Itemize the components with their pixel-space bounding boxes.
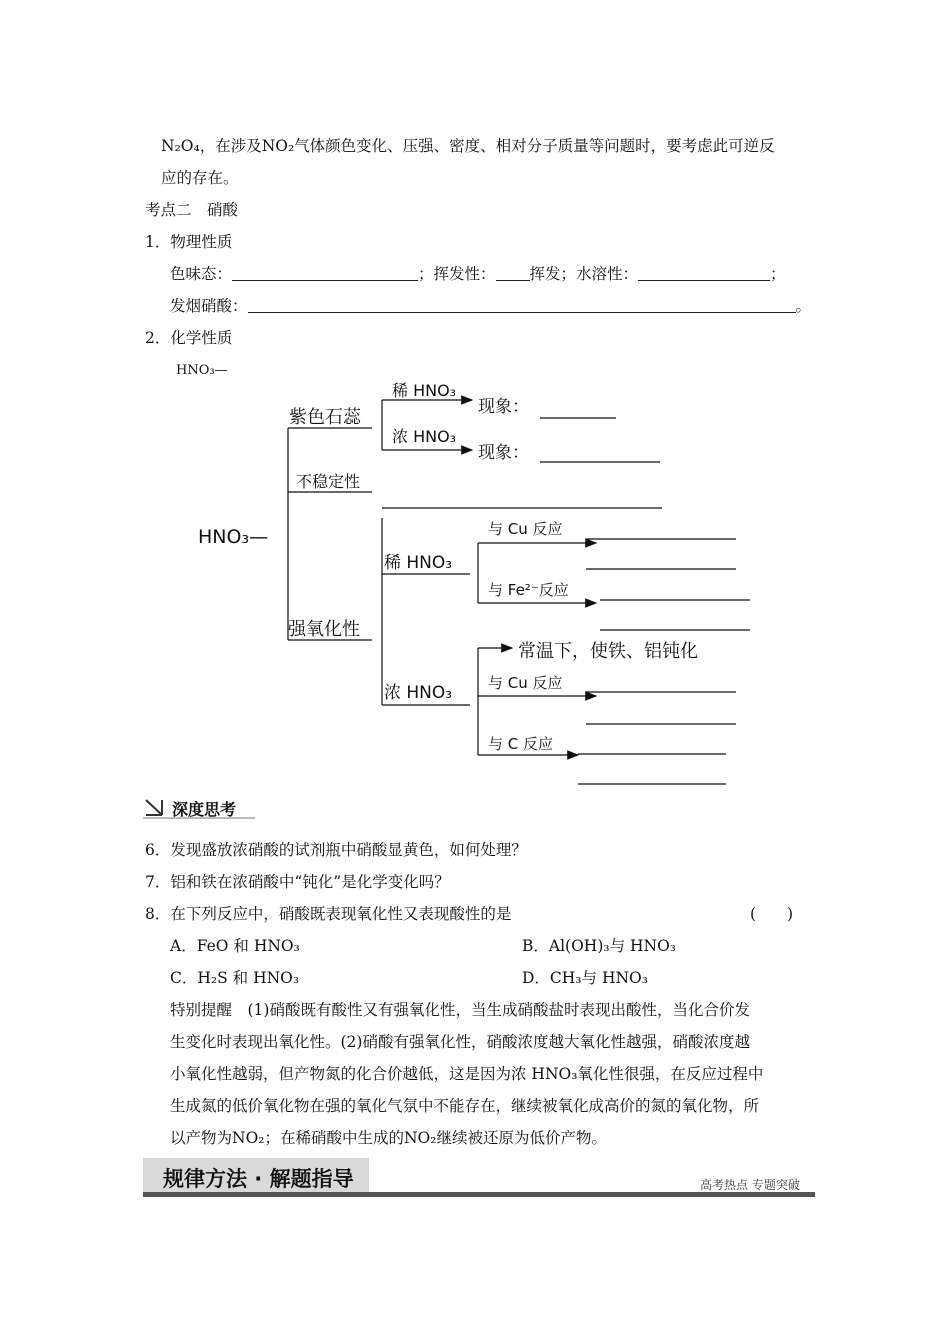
oxidizing-dilute-label: 稀 HNO₃: [384, 553, 453, 573]
option-b[interactable]: B．Al(OH)₃与 HNO₃: [522, 937, 677, 955]
banner-subtitle: 高考热点 专题突破: [700, 1178, 800, 1192]
option-a[interactable]: A．FeO 和 HNO₃: [170, 937, 300, 955]
branch-litmus: 紫色石蕊: [289, 407, 361, 428]
volatility-suffix: 挥发；水溶性：: [529, 265, 639, 283]
option-d[interactable]: D．CH₃与 HNO₃: [522, 969, 648, 987]
question-8-answer-paren[interactable]: ( ): [750, 905, 794, 923]
intro-line-1: N₂O₄，在涉及NO₂气体颜色变化、压强、密度、相对分子质量等问题时，要考虑此可逆反: [161, 137, 775, 155]
oxidizing-conc-label: 浓 HNO₃: [384, 683, 453, 703]
conc-c-label: 与 C 反应: [488, 735, 554, 753]
tip-line-5: 以产物为NO₂；在稀硝酸中生成的NO₂继续被还原为低价产物。: [170, 1129, 607, 1147]
banner-title: 规律方法 · 解题指导: [163, 1167, 354, 1191]
diagram-root: HNO₃—: [198, 526, 269, 548]
chemical-heading: 2．化学性质: [145, 329, 233, 347]
tip-line-1: 特别提醒 (1)硝酸既有酸性又有强氧化性，当生成硝酸盐时表现出酸性，当化合价发: [170, 1001, 750, 1019]
deep-think-title: 深度思考: [172, 800, 237, 819]
conc-cu-label: 与 Cu 反应: [488, 674, 563, 692]
conc-phenomenon-label: 现象：: [478, 443, 529, 463]
semicolon: ；: [770, 265, 786, 283]
color-label: 色味态：: [170, 265, 233, 283]
question-6: 6．发现盛放浓硝酸的试剂瓶中硝酸显黄色，如何处理？: [145, 841, 527, 859]
tip-line-3: 小氧化性越弱，但产物氮的化合价越低，这是因为浓 HNO₃氧化性很强，在反应过程中: [170, 1065, 764, 1083]
branch-oxidizing: 强氧化性: [288, 619, 360, 640]
tip-line-4: 生成氮的低价氧化物在强的氧化气氛中不能存在，继续被氧化成高价的氮的氧化物，所: [170, 1097, 760, 1115]
fuming-label: 发烟硝酸：: [170, 297, 248, 315]
passivation-label: 常温下，使铁、铝钝化: [518, 641, 698, 662]
question-8: 8．在下列反应中，硝酸既表现氧化性又表现酸性的是: [145, 905, 512, 923]
intro-line-2: 应的存在。: [161, 169, 239, 187]
dilute-cu-label: 与 Cu 反应: [488, 520, 563, 538]
tip-line-2: 生变化时表现出氧化性。(2)硝酸有强氧化性，硝酸浓度越大氧化性越强，硝酸浓度越: [170, 1033, 750, 1051]
branch-instability: 不稳定性: [296, 472, 361, 491]
dilute-fe-label: 与 Fe²⁻反应: [488, 581, 569, 599]
question-7: 7．铝和铁在浓硝酸中“钝化”是化学变化吗？: [145, 873, 450, 891]
fuming-period: 。: [795, 297, 812, 315]
section-title: 考点二 硝酸: [145, 201, 239, 219]
physical-heading: 1．物理性质: [145, 233, 233, 251]
chemical-small-label: HNO₃—: [176, 363, 228, 378]
volatility-label: ；挥发性：: [418, 265, 496, 283]
litmus-conc-label: 浓 HNO₃: [392, 427, 457, 446]
dilute-phenomenon-label: 现象：: [478, 397, 529, 417]
diagonal-stripe-icon: [146, 800, 162, 815]
litmus-dilute-label: 稀 HNO₃: [392, 381, 457, 400]
option-c[interactable]: C．H₂S 和 HNO₃: [170, 969, 300, 987]
